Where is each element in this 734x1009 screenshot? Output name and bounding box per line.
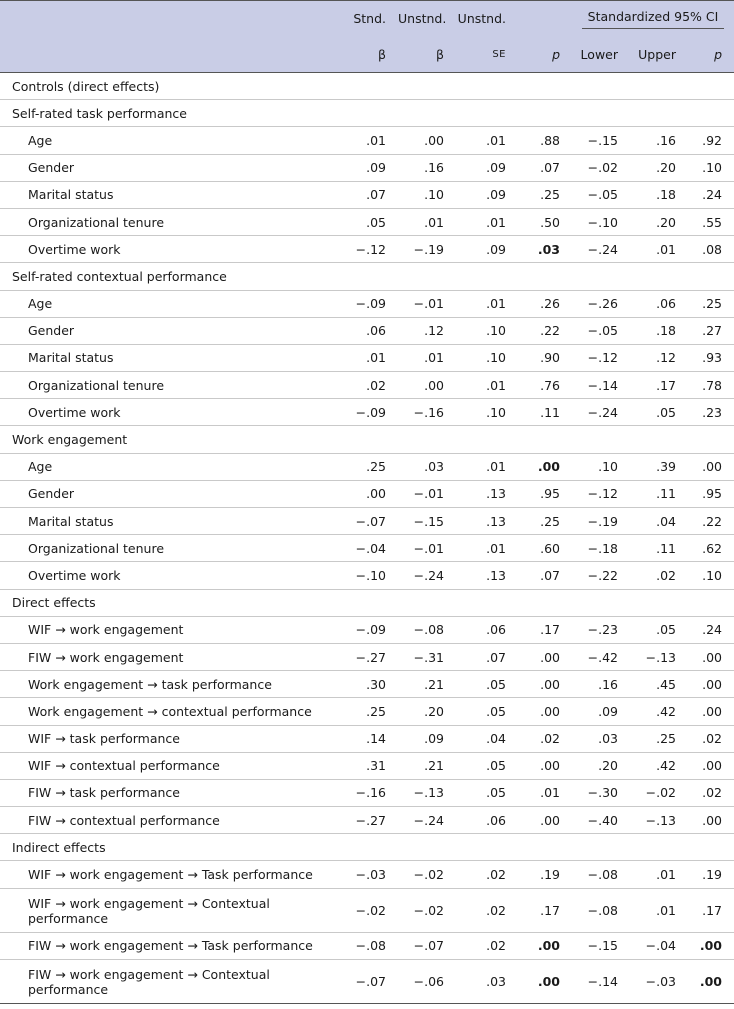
cell-ci-lower: .10: [598, 459, 618, 475]
cell-p-value: .00: [540, 676, 560, 692]
table-row: [0, 752, 734, 779]
table-row: [0, 290, 734, 317]
cell-p-value: .02: [540, 731, 560, 747]
row-label: FIW → contextual performance: [28, 812, 220, 828]
section-row: [0, 426, 734, 453]
cell-ci-lower: −.23: [587, 622, 618, 638]
cell-unstnd-beta: .10: [424, 187, 444, 203]
cell-p-value: .00: [540, 812, 560, 828]
cell-ci-p-value: .27: [702, 323, 722, 339]
section-title: Self-rated task performance: [12, 105, 187, 121]
cell-p-value: .11: [540, 404, 560, 420]
cell-ci-p-value: .00: [699, 938, 722, 954]
header-ci-group: [572, 1, 734, 37]
cell-p-value: .00: [540, 758, 560, 774]
cell-stnd-beta: .02: [366, 377, 386, 393]
cell-ci-p-value: .00: [702, 812, 722, 828]
row-label: Marital status: [28, 513, 114, 529]
cell-ci-lower: −.05: [587, 187, 618, 203]
row-label: WIF → work engagement → Task performance: [28, 867, 313, 883]
cell-p-value: .00: [537, 459, 560, 475]
cell-p-value: .95: [540, 486, 560, 502]
row-label: FIW → task performance: [28, 785, 180, 801]
cell-stnd-beta: .25: [366, 703, 386, 719]
cell-ci-upper: .18: [656, 187, 676, 203]
cell-unstnd-beta: .00: [424, 132, 444, 148]
cell-unstnd-se: .01: [486, 132, 506, 148]
table-row: [0, 453, 734, 480]
cell-ci-lower: −.19: [587, 513, 618, 529]
cell-ci-p-value: .55: [702, 214, 722, 230]
table-row: [0, 154, 734, 181]
cell-stnd-beta: −.07: [355, 973, 386, 989]
table-row: [0, 779, 734, 806]
cell-unstnd-beta: −.15: [413, 513, 444, 529]
cell-unstnd-beta: −.24: [413, 567, 444, 583]
cell-stnd-beta: −.08: [355, 938, 386, 954]
cell-unstnd-beta: −.24: [413, 812, 444, 828]
cell-unstnd-se: .01: [486, 296, 506, 312]
section-title: Controls (direct effects): [12, 78, 160, 94]
cell-p-value: .00: [537, 973, 560, 989]
row-label: Age: [28, 132, 53, 148]
row-label: FIW → work engagement → Task performance: [28, 938, 313, 954]
cell-unstnd-se: .05: [486, 785, 506, 801]
table-row: [0, 344, 734, 371]
cell-ci-upper: .06: [656, 296, 676, 312]
row-label: Gender: [28, 323, 75, 339]
cell-p-value: .07: [540, 567, 560, 583]
cell-unstnd-beta: −.08: [413, 622, 444, 638]
cell-ci-upper: −.02: [645, 785, 676, 801]
table-row: [0, 181, 734, 208]
cell-ci-p-value: .17: [702, 902, 722, 918]
cell-unstnd-se: .06: [486, 812, 506, 828]
cell-stnd-beta: −.27: [355, 649, 386, 665]
cell-unstnd-beta: −.01: [413, 296, 444, 312]
cell-unstnd-se: .07: [486, 649, 506, 665]
cell-ci-upper: .39: [656, 459, 676, 475]
cell-stnd-beta: .31: [366, 758, 386, 774]
section-title: Indirect effects: [12, 839, 106, 855]
row-label: FIW → work engagement → Contextual performance: [28, 967, 270, 998]
cell-ci-p-value: .78: [702, 377, 722, 393]
cell-p-value: .25: [540, 513, 560, 529]
cell-ci-lower: −.30: [587, 785, 618, 801]
cell-unstnd-beta: −.13: [413, 785, 444, 801]
row-label: Work engagement → task performance: [28, 676, 272, 692]
table-row: [0, 127, 734, 154]
cell-p-value: .22: [540, 323, 560, 339]
cell-unstnd-beta: −.02: [413, 902, 444, 918]
cell-ci-upper: −.03: [645, 973, 676, 989]
cell-unstnd-se: .02: [486, 867, 506, 883]
cell-stnd-beta: −.09: [355, 404, 386, 420]
row-label: Marital status: [28, 187, 114, 203]
cell-unstnd-se: .01: [486, 214, 506, 230]
cell-ci-lower: −.14: [587, 973, 618, 989]
cell-p-value: .03: [537, 241, 560, 257]
cell-unstnd-beta: .12: [424, 323, 444, 339]
cell-ci-p-value: .02: [702, 731, 722, 747]
row-label: WIF → work engagement: [28, 622, 184, 638]
cell-ci-upper: .05: [656, 622, 676, 638]
cell-ci-lower: −.05: [587, 323, 618, 339]
row-label: Overtime work: [28, 241, 121, 257]
cell-ci-p-value: .10: [702, 567, 722, 583]
cell-unstnd-se: .05: [486, 758, 506, 774]
cell-p-value: .88: [540, 132, 560, 148]
cell-stnd-beta: −.16: [355, 785, 386, 801]
cell-ci-lower: −.40: [587, 812, 618, 828]
cell-unstnd-beta: .16: [424, 160, 444, 176]
header-blank-2: [0, 37, 340, 73]
row-label: WIF → task performance: [28, 731, 180, 747]
cell-stnd-beta: −.02: [355, 902, 386, 918]
cell-ci-p-value: .19: [702, 867, 722, 883]
cell-ci-lower: −.10: [587, 214, 618, 230]
row-label: Gender: [28, 160, 75, 176]
cell-p-value: .19: [540, 867, 560, 883]
cell-ci-p-value: .24: [702, 622, 722, 638]
section-title: Self-rated contextual performance: [12, 268, 227, 284]
header-stnd-beta-bottom: β: [378, 46, 386, 62]
cell-unstnd-se: .05: [486, 703, 506, 719]
cell-ci-lower: −.12: [587, 486, 618, 502]
cell-unstnd-se: .09: [486, 160, 506, 176]
table-row: [0, 208, 734, 235]
cell-ci-p-value: .00: [702, 649, 722, 665]
cell-unstnd-se: .04: [486, 731, 506, 747]
table-row: [0, 372, 734, 399]
cell-ci-p-value: .00: [702, 459, 722, 475]
table-row: [0, 616, 734, 643]
table-row: [0, 807, 734, 834]
row-label: Work engagement → contextual performance: [28, 703, 312, 719]
cell-ci-p-value: .25: [702, 296, 722, 312]
cell-p-value: .17: [540, 902, 560, 918]
table-row: [0, 317, 734, 344]
table-row: [0, 535, 734, 562]
header-ci-group-label: Standardized 95% CI: [582, 9, 725, 29]
cell-stnd-beta: −.12: [355, 241, 386, 257]
cell-ci-lower: −.12: [587, 350, 618, 366]
cell-stnd-beta: .30: [366, 676, 386, 692]
cell-p-value: .17: [540, 622, 560, 638]
cell-unstnd-se: .10: [486, 404, 506, 420]
cell-unstnd-beta: −.02: [413, 867, 444, 883]
cell-ci-lower: −.02: [587, 160, 618, 176]
cell-ci-upper: .42: [656, 758, 676, 774]
cell-unstnd-se: .05: [486, 676, 506, 692]
cell-p-value: .00: [540, 649, 560, 665]
table-row: [0, 643, 734, 670]
table-row: [0, 236, 734, 263]
table-row: [0, 861, 734, 888]
cell-p-value: .00: [537, 938, 560, 954]
row-label: WIF → work engagement → Contextual performance: [28, 896, 270, 927]
cell-unstnd-se: .09: [486, 241, 506, 257]
table-row: [0, 508, 734, 535]
section-row: [0, 834, 734, 861]
header-unstnd-beta-top: Unstnd.: [398, 11, 447, 27]
cell-ci-upper: .18: [656, 323, 676, 339]
cell-ci-upper: −.13: [645, 812, 676, 828]
cell-stnd-beta: .09: [366, 160, 386, 176]
cell-unstnd-beta: .20: [424, 703, 444, 719]
cell-ci-p-value: .00: [699, 973, 722, 989]
cell-ci-p-value: .02: [702, 785, 722, 801]
header-p: p: [552, 46, 560, 62]
row-label: Organizational tenure: [28, 377, 165, 393]
cell-ci-lower: −.24: [587, 241, 618, 257]
cell-p-value: .60: [540, 540, 560, 556]
cell-ci-lower: −.15: [587, 938, 618, 954]
cell-stnd-beta: .01: [366, 132, 386, 148]
cell-ci-p-value: .93: [702, 350, 722, 366]
header-stnd-beta-top: Stnd.: [353, 11, 386, 27]
cell-ci-upper: .02: [656, 567, 676, 583]
cell-ci-upper: .20: [656, 160, 676, 176]
cell-unstnd-beta: −.06: [413, 973, 444, 989]
cell-unstnd-se: .13: [486, 567, 506, 583]
cell-ci-p-value: .92: [702, 132, 722, 148]
cell-p-value: .90: [540, 350, 560, 366]
cell-ci-lower: −.08: [587, 902, 618, 918]
cell-unstnd-beta: .21: [424, 676, 444, 692]
section-row: [0, 100, 734, 127]
table-row: [0, 888, 734, 932]
section-title: Direct effects: [12, 595, 96, 611]
row-label: Overtime work: [28, 567, 121, 583]
cell-unstnd-se: .01: [486, 377, 506, 393]
cell-unstnd-beta: −.31: [413, 649, 444, 665]
cell-unstnd-se: .02: [486, 938, 506, 954]
cell-ci-upper: .01: [656, 902, 676, 918]
cell-ci-p-value: .24: [702, 187, 722, 203]
row-label: Gender: [28, 486, 75, 502]
cell-ci-upper: −.04: [645, 938, 676, 954]
row-label: Organizational tenure: [28, 540, 165, 556]
cell-p-value: .25: [540, 187, 560, 203]
cell-p-value: .76: [540, 377, 560, 393]
cell-ci-upper: .04: [656, 513, 676, 529]
cell-ci-lower: −.26: [587, 296, 618, 312]
cell-unstnd-se: .03: [486, 973, 506, 989]
cell-ci-lower: −.24: [587, 404, 618, 420]
cell-ci-upper: .45: [656, 676, 676, 692]
row-label: Age: [28, 296, 53, 312]
cell-stnd-beta: .00: [366, 486, 386, 502]
cell-ci-upper: .20: [656, 214, 676, 230]
header-unstnd-beta-bottom: β: [436, 46, 444, 62]
cell-ci-upper: .12: [656, 350, 676, 366]
cell-stnd-beta: .07: [366, 187, 386, 203]
header-unstnd-se-top: Unstnd.: [457, 11, 506, 27]
header-ci-p: p: [714, 46, 722, 62]
cell-unstnd-beta: −.16: [413, 404, 444, 420]
cell-stnd-beta: −.27: [355, 812, 386, 828]
cell-unstnd-beta: .21: [424, 758, 444, 774]
cell-ci-lower: −.15: [587, 132, 618, 148]
section-row: [0, 73, 734, 100]
cell-unstnd-se: .01: [486, 540, 506, 556]
cell-stnd-beta: −.10: [355, 567, 386, 583]
row-label: FIW → work engagement: [28, 649, 184, 665]
cell-stnd-beta: −.07: [355, 513, 386, 529]
cell-unstnd-se: .06: [486, 622, 506, 638]
cell-stnd-beta: .01: [366, 350, 386, 366]
cell-stnd-beta: −.09: [355, 622, 386, 638]
row-label: Overtime work: [28, 404, 121, 420]
cell-stnd-beta: −.09: [355, 296, 386, 312]
cell-ci-upper: −.13: [645, 649, 676, 665]
cell-stnd-beta: −.03: [355, 867, 386, 883]
cell-ci-upper: .05: [656, 404, 676, 420]
cell-ci-p-value: .00: [702, 703, 722, 719]
table-row: [0, 562, 734, 589]
cell-unstnd-se: .10: [486, 323, 506, 339]
cell-stnd-beta: .25: [366, 459, 386, 475]
cell-ci-p-value: .10: [702, 160, 722, 176]
header-unstnd-se-bottom: SE: [492, 48, 506, 60]
cell-stnd-beta: .14: [366, 731, 386, 747]
cell-unstnd-beta: −.07: [413, 938, 444, 954]
table-row: [0, 671, 734, 698]
cell-unstnd-beta: −.19: [413, 241, 444, 257]
section-title: Work engagement: [12, 432, 128, 448]
section-row: [0, 263, 734, 290]
table-row: [0, 959, 734, 1003]
table-row: [0, 399, 734, 426]
cell-unstnd-se: .02: [486, 902, 506, 918]
cell-ci-p-value: .23: [702, 404, 722, 420]
section-row: [0, 589, 734, 616]
cell-ci-p-value: .95: [702, 486, 722, 502]
cell-ci-p-value: .00: [702, 758, 722, 774]
cell-ci-lower: −.08: [587, 867, 618, 883]
row-label: Age: [28, 459, 53, 475]
cell-unstnd-beta: .03: [424, 459, 444, 475]
cell-ci-upper: .17: [656, 377, 676, 393]
cell-ci-lower: −.42: [587, 649, 618, 665]
cell-ci-upper: .16: [656, 132, 676, 148]
cell-ci-upper: .11: [656, 486, 676, 502]
cell-ci-upper: .11: [656, 540, 676, 556]
cell-p-value: .01: [540, 785, 560, 801]
cell-stnd-beta: −.04: [355, 540, 386, 556]
row-label: WIF → contextual performance: [28, 758, 220, 774]
header-upper: Upper: [638, 46, 676, 62]
table-row: [0, 725, 734, 752]
cell-unstnd-beta: −.01: [413, 540, 444, 556]
cell-unstnd-beta: .09: [424, 731, 444, 747]
cell-ci-p-value: .08: [702, 241, 722, 257]
cell-unstnd-beta: −.01: [413, 486, 444, 502]
cell-p-value: .26: [540, 296, 560, 312]
table-row: [0, 698, 734, 725]
cell-stnd-beta: .06: [366, 323, 386, 339]
cell-unstnd-beta: .01: [424, 350, 444, 366]
table-row: [0, 480, 734, 507]
cell-ci-upper: .01: [656, 241, 676, 257]
cell-ci-p-value: .22: [702, 513, 722, 529]
header-blank: [0, 1, 340, 37]
table-header: [0, 1, 734, 73]
table-body: [0, 73, 734, 1004]
cell-ci-p-value: .00: [702, 676, 722, 692]
cell-unstnd-se: .01: [486, 459, 506, 475]
cell-ci-upper: .25: [656, 731, 676, 747]
row-label: Organizational tenure: [28, 214, 165, 230]
header-lower: Lower: [580, 46, 618, 62]
cell-stnd-beta: .05: [366, 214, 386, 230]
cell-ci-lower: .20: [598, 758, 618, 774]
cell-unstnd-se: .10: [486, 350, 506, 366]
cell-unstnd-se: .13: [486, 513, 506, 529]
cell-p-value: .00: [540, 703, 560, 719]
cell-p-value: .07: [540, 160, 560, 176]
cell-ci-lower: −.22: [587, 567, 618, 583]
cell-ci-lower: −.14: [587, 377, 618, 393]
cell-unstnd-se: .13: [486, 486, 506, 502]
cell-ci-lower: .03: [598, 731, 618, 747]
cell-unstnd-beta: .01: [424, 214, 444, 230]
cell-ci-lower: −.18: [587, 540, 618, 556]
cell-unstnd-beta: .00: [424, 377, 444, 393]
cell-ci-lower: .09: [598, 703, 618, 719]
cell-unstnd-se: .09: [486, 187, 506, 203]
cell-p-value: .50: [540, 214, 560, 230]
cell-ci-upper: .42: [656, 703, 676, 719]
row-label: Marital status: [28, 350, 114, 366]
table-row: [0, 932, 734, 959]
cell-ci-upper: .01: [656, 867, 676, 883]
cell-ci-lower: .16: [598, 676, 618, 692]
cell-ci-p-value: .62: [702, 540, 722, 556]
header-p-top: [518, 1, 572, 37]
